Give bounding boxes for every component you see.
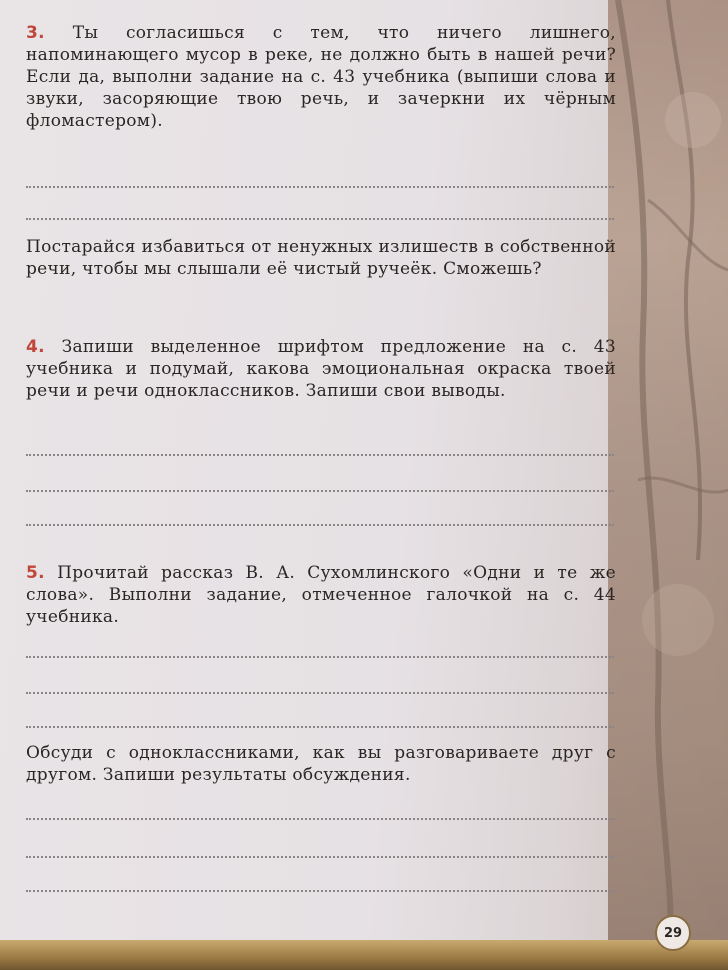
- note-clean-speech-text: Постарайся избавиться от ненужных излишеств в собственной речи, чтобы мы слышали её чистый ручеёк. Сможешь?: [26, 237, 616, 279]
- task-3-number: 3.: [26, 23, 45, 43]
- task-4-number: 4.: [26, 337, 45, 357]
- answer-line[interactable]: [26, 818, 614, 820]
- page-number: 29: [655, 915, 691, 951]
- answer-line[interactable]: [26, 656, 614, 658]
- answer-line[interactable]: [26, 524, 614, 526]
- task-5-number: 5.: [26, 563, 45, 583]
- answer-line[interactable]: [26, 454, 614, 456]
- task-4: [26, 336, 616, 402]
- answer-line[interactable]: [26, 692, 614, 694]
- task-3: [26, 22, 616, 132]
- note-clean-speech: [26, 236, 616, 280]
- task-5: [26, 562, 616, 628]
- decorative-margin-illustration: [608, 0, 728, 970]
- note-discussion-text: Обсуди с одноклассниками, как вы разговариваете друг с другом. Запиши результаты обсуждения.: [26, 743, 616, 785]
- answer-line[interactable]: [26, 856, 614, 858]
- task-3-text: Ты согласишься с тем, что ничего лишнего, напоминающего мусор в реке, не должно быть в нашей речи? Если да, выполни задание на с. 43 учебника (выпиши слова и звуки, засоряющие твою речь, и зачеркни их чёрным фломастером).: [26, 23, 616, 131]
- answer-line[interactable]: [26, 490, 614, 492]
- task-4-text: Запиши выделенное шрифтом предложение на с. 43 учебника и подумай, какова эмоциональная окраска твоей речи и речи одноклассников. Запиши свои выводы.: [26, 337, 616, 401]
- answer-line[interactable]: [26, 890, 614, 892]
- decorative-bottom-band: [0, 940, 728, 970]
- note-discussion: [26, 742, 616, 786]
- answer-line[interactable]: [26, 218, 614, 220]
- answer-line[interactable]: [26, 726, 614, 728]
- task-5-text: Прочитай рассказ В. А. Сухомлинского «Одни и те же слова». Выполни задание, отмеченное галочкой на с. 44 учебника.: [26, 563, 616, 627]
- answer-line[interactable]: [26, 186, 614, 188]
